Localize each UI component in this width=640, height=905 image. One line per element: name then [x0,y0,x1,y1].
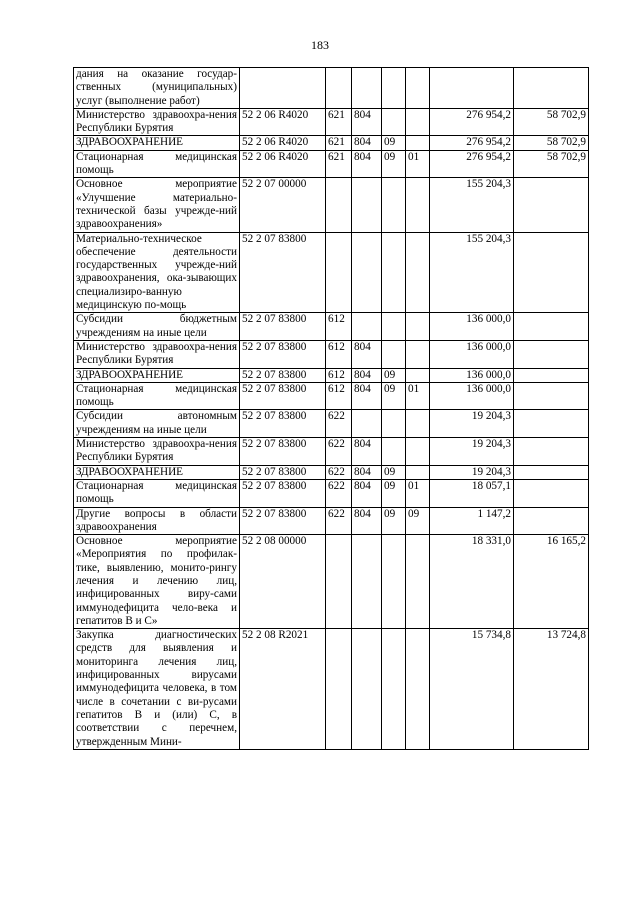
target-code: 52 2 08 00000 [240,535,326,629]
amount-total: 155 204,3 [430,232,514,313]
amount-federal [514,465,589,479]
row-name: Стационарная медицинская помощь [74,479,240,507]
ministry-code: 804 [352,368,382,382]
target-code: 52 2 07 83800 [240,507,326,535]
amount-total: 1 147,2 [430,507,514,535]
section-code [382,410,406,438]
amount-federal [514,368,589,382]
amount-federal [514,68,589,109]
expense-type: 612 [326,368,352,382]
table-row [74,108,589,136]
amount-total: 15 734,8 [430,629,514,750]
section-code: 09 [382,507,406,535]
row-name: Министерство здравоохра-нения Республики Бурятия [74,340,240,368]
target-code: 52 2 07 00000 [240,178,326,232]
section-code: 09 [382,150,406,178]
section-code: 09 [382,479,406,507]
row-name: ЗДРАВООХРАНЕНИЕ [74,465,240,479]
table-row [74,629,589,750]
ministry-code: 804 [352,438,382,466]
amount-federal [514,438,589,466]
table-row [74,232,589,313]
table-row [74,410,589,438]
ministry-code: 804 [352,340,382,368]
expense-type [326,68,352,109]
subsection-code [406,535,430,629]
amount-federal [514,340,589,368]
amount-federal: 58 702,9 [514,150,589,178]
amount-total: 155 204,3 [430,178,514,232]
row-name: Основное мероприятие «Улучшение материально-технической базы учрежде-ний здравоохранения» [74,178,240,232]
amount-federal [514,479,589,507]
target-code [240,68,326,109]
amount-federal [514,313,589,341]
expense-type [326,535,352,629]
expense-type: 612 [326,382,352,410]
subsection-code [406,68,430,109]
target-code: 52 2 07 83800 [240,465,326,479]
subsection-code [406,465,430,479]
row-name: Стационарная медицинская помощь [74,382,240,410]
table-row [74,340,589,368]
subsection-code [406,108,430,136]
table-row [74,535,589,629]
section-code: 09 [382,368,406,382]
expense-type [326,178,352,232]
section-code [382,629,406,750]
amount-total [430,68,514,109]
amount-total: 276 954,2 [430,108,514,136]
ministry-code: 804 [352,136,382,150]
row-name: ЗДРАВООХРАНЕНИЕ [74,136,240,150]
amount-federal [514,410,589,438]
target-code: 52 2 07 83800 [240,313,326,341]
ministry-code [352,313,382,341]
amount-total: 136 000,0 [430,368,514,382]
amount-total: 136 000,0 [430,340,514,368]
amount-total: 276 954,2 [430,136,514,150]
table-row [74,136,589,150]
target-code: 52 2 07 83800 [240,438,326,466]
expense-type: 622 [326,479,352,507]
expense-type: 622 [326,507,352,535]
expense-type: 622 [326,410,352,438]
row-name: ЗДРАВООХРАНЕНИЕ [74,368,240,382]
table-row [74,178,589,232]
table-body [74,68,589,750]
target-code: 52 2 07 83800 [240,410,326,438]
amount-federal [514,382,589,410]
ministry-code: 804 [352,479,382,507]
amount-federal: 16 165,2 [514,535,589,629]
row-name: Субсидии автономным учреждениям на иные цели [74,410,240,438]
ministry-code [352,232,382,313]
row-name: Другие вопросы в области здравоохранения [74,507,240,535]
expense-type: 621 [326,150,352,178]
amount-total: 18 331,0 [430,535,514,629]
amount-total: 19 204,3 [430,410,514,438]
expense-type: 621 [326,136,352,150]
subsection-code [406,340,430,368]
subsection-code [406,313,430,341]
amount-federal [514,507,589,535]
target-code: 52 2 07 83800 [240,382,326,410]
subsection-code [406,629,430,750]
page-number: 183 [311,38,329,52]
expense-type: 622 [326,438,352,466]
row-name: Министерство здравоохра-нения Республики Бурятия [74,108,240,136]
amount-total: 136 000,0 [430,313,514,341]
target-code: 52 2 06 R4020 [240,136,326,150]
target-code: 52 2 08 R2021 [240,629,326,750]
subsection-code: 01 [406,479,430,507]
ministry-code: 804 [352,150,382,178]
expense-type: 621 [326,108,352,136]
target-code: 52 2 06 R4020 [240,150,326,178]
section-code: 09 [382,465,406,479]
subsection-code [406,232,430,313]
ministry-code [352,629,382,750]
section-code: 09 [382,382,406,410]
section-code [382,313,406,341]
table-row [74,438,589,466]
table-row [74,507,589,535]
row-name: Субсидии бюджетным учреждениям на иные цели [74,313,240,341]
amount-federal: 58 702,9 [514,136,589,150]
table-row [74,68,589,109]
section-code [382,108,406,136]
amount-federal: 13 724,8 [514,629,589,750]
subsection-code [406,178,430,232]
target-code: 52 2 07 83800 [240,340,326,368]
table-row [74,465,589,479]
amount-federal: 58 702,9 [514,108,589,136]
section-code [382,232,406,313]
target-code: 52 2 07 83800 [240,479,326,507]
target-code: 52 2 06 R4020 [240,108,326,136]
amount-federal [514,232,589,313]
ministry-code [352,178,382,232]
target-code: 52 2 07 83800 [240,232,326,313]
ministry-code: 804 [352,465,382,479]
table-row [74,150,589,178]
row-name: Основное мероприятие «Мероприятия по профилак-тике, выявлению, монито-рингу лечения и лечению лиц, инфицированных виру-сами иммунодефицита чело-века и гепатитов В и С» [74,535,240,629]
subsection-code [406,136,430,150]
subsection-code [406,438,430,466]
expense-type: 612 [326,340,352,368]
section-code [382,340,406,368]
section-code [382,438,406,466]
amount-total: 19 204,3 [430,465,514,479]
section-code [382,535,406,629]
ministry-code [352,535,382,629]
expense-type: 612 [326,313,352,341]
row-name: Материально-техническое обеспечение деятельности государственных учрежде-ний здравоохранения, ока-зывающих специализиро-ванную медицинскую по-мощь [74,232,240,313]
amount-federal [514,178,589,232]
row-name: Стационарная медицинская помощь [74,150,240,178]
subsection-code [406,368,430,382]
ministry-code: 804 [352,507,382,535]
expense-type: 622 [326,465,352,479]
amount-total: 18 057,1 [430,479,514,507]
ministry-code: 804 [352,382,382,410]
subsection-code: 01 [406,382,430,410]
row-name: Закупка диагностических средств для выявления и мониторинга лечения лиц, инфицированных вирусами иммунодефицита человека, в том числе в сочетании с ви-русами гепатитов В и (или) С, в соответствии с перечнем, утвержденным Мини- [74,629,240,750]
table-row [74,313,589,341]
section-code: 09 [382,136,406,150]
subsection-code: 09 [406,507,430,535]
ministry-code: 804 [352,108,382,136]
amount-total: 136 000,0 [430,382,514,410]
table-row [74,368,589,382]
ministry-code [352,68,382,109]
section-code [382,178,406,232]
target-code: 52 2 07 83800 [240,368,326,382]
expense-type [326,232,352,313]
subsection-code: 01 [406,150,430,178]
section-code [382,68,406,109]
ministry-code [352,410,382,438]
table-row [74,382,589,410]
budget-table [73,67,589,750]
row-name: дания на оказание государ-ственных (муниципальных) услуг (выполнение работ) [74,68,240,109]
table-row [74,479,589,507]
row-name: Министерство здравоохра-нения Республики Бурятия [74,438,240,466]
amount-total: 276 954,2 [430,150,514,178]
amount-total: 19 204,3 [430,438,514,466]
expense-type [326,629,352,750]
subsection-code [406,410,430,438]
